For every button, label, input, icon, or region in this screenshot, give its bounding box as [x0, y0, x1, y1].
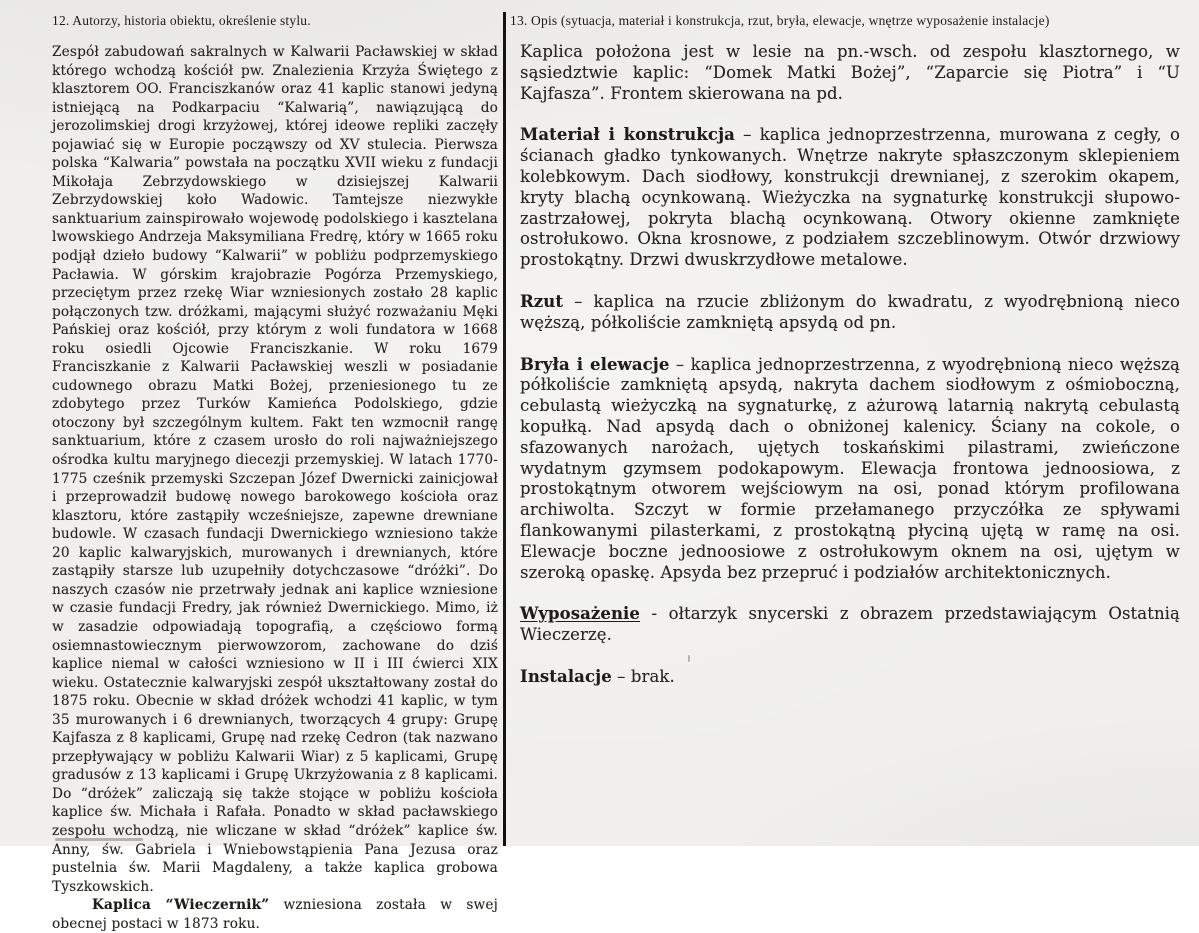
- section-instalacje: [520, 667, 1180, 688]
- section-text: kaplica jednoprzestrzenna, murowana z cegły, o ścianach gładko tynkowanych. Wnętrze nakryte spłaszczonym sklepieniem kolebkowym. Dach siodłowy, konstrukcji drewnianej, z szerokim okapem, kryty blachą ocynkowaną. Wieżyczka na sygnaturkę konstrukcji słupowo-zastrzałowej, pokryta blachą ocynkowaną. Otwory okienne zamknięte ostrołukowo. Okna krosnowe, z podziałem szczeblinowym. Otwór drzwiowy prostokątny. Drzwi dwuskrzydłowe metalowe.: [520, 125, 1180, 270]
- section-label: Wyposażenie: [520, 604, 641, 624]
- section-dash: –: [611, 666, 631, 686]
- section-dash: –: [734, 125, 760, 145]
- section-material-konstrukcja: [520, 125, 1180, 271]
- section-rzut: [520, 292, 1180, 334]
- section-text: kaplica jednoprzestrzenna, z wyodrębnioną nieco węższą półkoliście zamkniętą apsydą, nakryta dachem siodłowym z ośmioboczną, cebulastą wieżyczką na sygnaturkę, z ażurową latarnią nakrytą cebulastą kopułką. Nad apsydą dach o obniżonej kalenicy. Ściany na cokole, o sfazowanych narożach, ujętych toskańskimi pilastrami, zwieńczone wydatnym gzymsem podokapowym. Elewacja frontowa jednoosiowa, z prostokątnym otworem wejściowym na osi, ponad którym profilowana archiwolta. Szczyt w formie przełamanego przyczółka ze spływami flankowanymi pilasterkami, z prostokątną płyciną ujętą w ramę na osi. Elewacje boczne jednoosiowe z ostrołukowym oknem na osi, ujętym w szeroką opaskę. Apsyda bez przepruć i podziałów architektonicznych.: [520, 354, 1180, 582]
- section-wyposazenie: [520, 604, 1180, 646]
- section-dash: –: [563, 291, 594, 311]
- field-12-header: 12. Autorzy, historia obiektu, określenie stylu.: [52, 13, 311, 28]
- situation-paragraph: Kaplica położona jest w lesie na pn.-wsch. od zespołu klasztornego, w sąsiedztwie kaplic: “Domek Matki Bożej”, “Zaparcie się Piotra” i “U Kajfasza”. Frontem skierowana na pd.: [520, 42, 1180, 103]
- section-bryla-elewacje: [520, 355, 1180, 584]
- closing-paragraph: [52, 896, 498, 933]
- history-column: [52, 43, 498, 933]
- section-text: ołtarzyk snycerski z obrazem przedstawiającym Ostatnią Wieczerzę.: [520, 604, 1180, 645]
- column-divider-line: [503, 12, 506, 846]
- section-dash: -: [640, 604, 669, 624]
- section-label: Rzut: [520, 291, 564, 311]
- closing-paragraph-text: wzniesiona została w swej obecnej postaci w 1873 roku.: [52, 897, 498, 932]
- description-column: [520, 42, 1180, 709]
- scan-artifact-speck: [688, 655, 690, 662]
- section-label: Materiał i konstrukcja: [520, 125, 735, 145]
- section-text: kaplica na rzucie zbliżonym do kwadratu, z wyodrębnioną nieco węższą, półkoliście zamkniętą apsydą od pn.: [520, 291, 1181, 332]
- history-paragraph: Zespół zabudowań sakralnych w Kalwarii Pacławskiej w skład którego wchodzą kościół pw. Znalezienia Krzyża Świętego z klasztorem OO. Franciszkanów oraz 41 kaplic stanowi jedyną istniejącą na Podkarpaciu “Kalwarią”, nawiązującą do jerozolimskiej drogi krzyżowej, której ideowe repliki zaczęły pojawiać się w Europie począwszy od XV stulecia. Pierwsza polska “Kalwaria” powstała na początku XVII wieku z fundacji Mikołaja Zebrzydowskiego w dzisiejszej Kalwarii Zebrzydowskiej koło Wadowic. Tamtejsze niezwykłe sanktuarium zainspirowało wojewodę podolskiego i kasztelana lwowskiego Andrzeja Maksymiliana Fredrę, który w 1665 roku podjął dzieło budowy “Kalwarii” w pobliżu podprzemyskiego Pacławia. W górskim krajobrazie Pogórza Przemyskiego, przeciętym przez rzekę Wiar wzniesionych zostało 28 kaplic połączonych tzw. dróżkami, mającymi służyć rozważaniu Męki Pańskiej oraz kościół, przy którym z woli fundatora w 1668 roku osiedli Ojcowie Franciszkanie. W roku 1679 Franciszkanie z Kalwarii Pacławskiej weszli w posiadanie cudownego obrazu Matki Bożej, przeniesionego tu ze zdobytego przez Turków Kamieńca Podolskiego, gdzie otoczony był szczególnym kultem. Fakt ten wzmocnił rangę sanktuarium, które z czasem urosło do roli najważniejszego ośrodka kultu maryjnego diecezji przemyskiej. W latach 1770-1775 cześnik przemyski Szczepan Józef Dwernicki zainicjował i przeprowadził budowę nowego barokowego kościoła oraz klasztoru, które zastąpiły wcześniejsze, zapewne drewniane budowle. W czasach fundacji Dwernickiego wzniesiono także 20 kaplic kalwaryjskich, murowanych i drewnianych, które zastąpiły starsze lub uzupełniły dotychczasowe “dróżki”. Do naszych czasów nie przetrwały jednak ani kaplice wzniesione w czasie fundacji Fredry, jak również Dwernickiego. Mimo, iż w zasadzie odpowiadają topografią, a częściowo formą osiemnastowiecznym pierwowzorom, zachowane do dziś kaplice niemal w całości wzniesiono w II i III ćwierci XIX wieku. Ostatecznie kalwaryjski zespół ukształtowany został do 1875 roku. Obecnie w skład dróżek wchodzi 41 kaplic, w tym 35 murowanych i 6 drewnianych, tworzących 4 grupy: Grupę Kajfasza z 8 kaplicami, Grupę nad rzekę Cedron (tak nazwano przepływający w pobliżu Kalwarii Wiar) z 5 kaplicami, Grupę gradusów z 13 kaplicami i Grupę Ukrzyżowania z 8 kaplicami. Do “dróżek” zaliczają się także stojące w pobliżu kościoła kaplice św. Michała i Rafała. Ponadto w skład pacławskiego zespołu wchodzą, nie wliczane w skład “dróżek” kaplice św. Anny, św. Gabriela i Wniebowstąpienia Pana Jezusa oraz pustelnia św. Marii Magdaleny, a także kaplica grobowa Tyszkowskich.: [52, 44, 498, 895]
- chapel-name-bold: Kaplica “Wieczernik”: [92, 897, 270, 914]
- section-dash: –: [669, 354, 691, 374]
- field-13-header: 13. Opis (sytuacja, materiał i konstrukcja, rzut, bryła, elewacje, wnętrze wyposażenie instalacje): [510, 13, 1050, 28]
- section-label: Instalacje: [520, 666, 612, 686]
- scan-artifact-line: [55, 838, 143, 841]
- section-label: Bryła i elewacje: [520, 354, 670, 374]
- section-text: brak.: [630, 666, 675, 686]
